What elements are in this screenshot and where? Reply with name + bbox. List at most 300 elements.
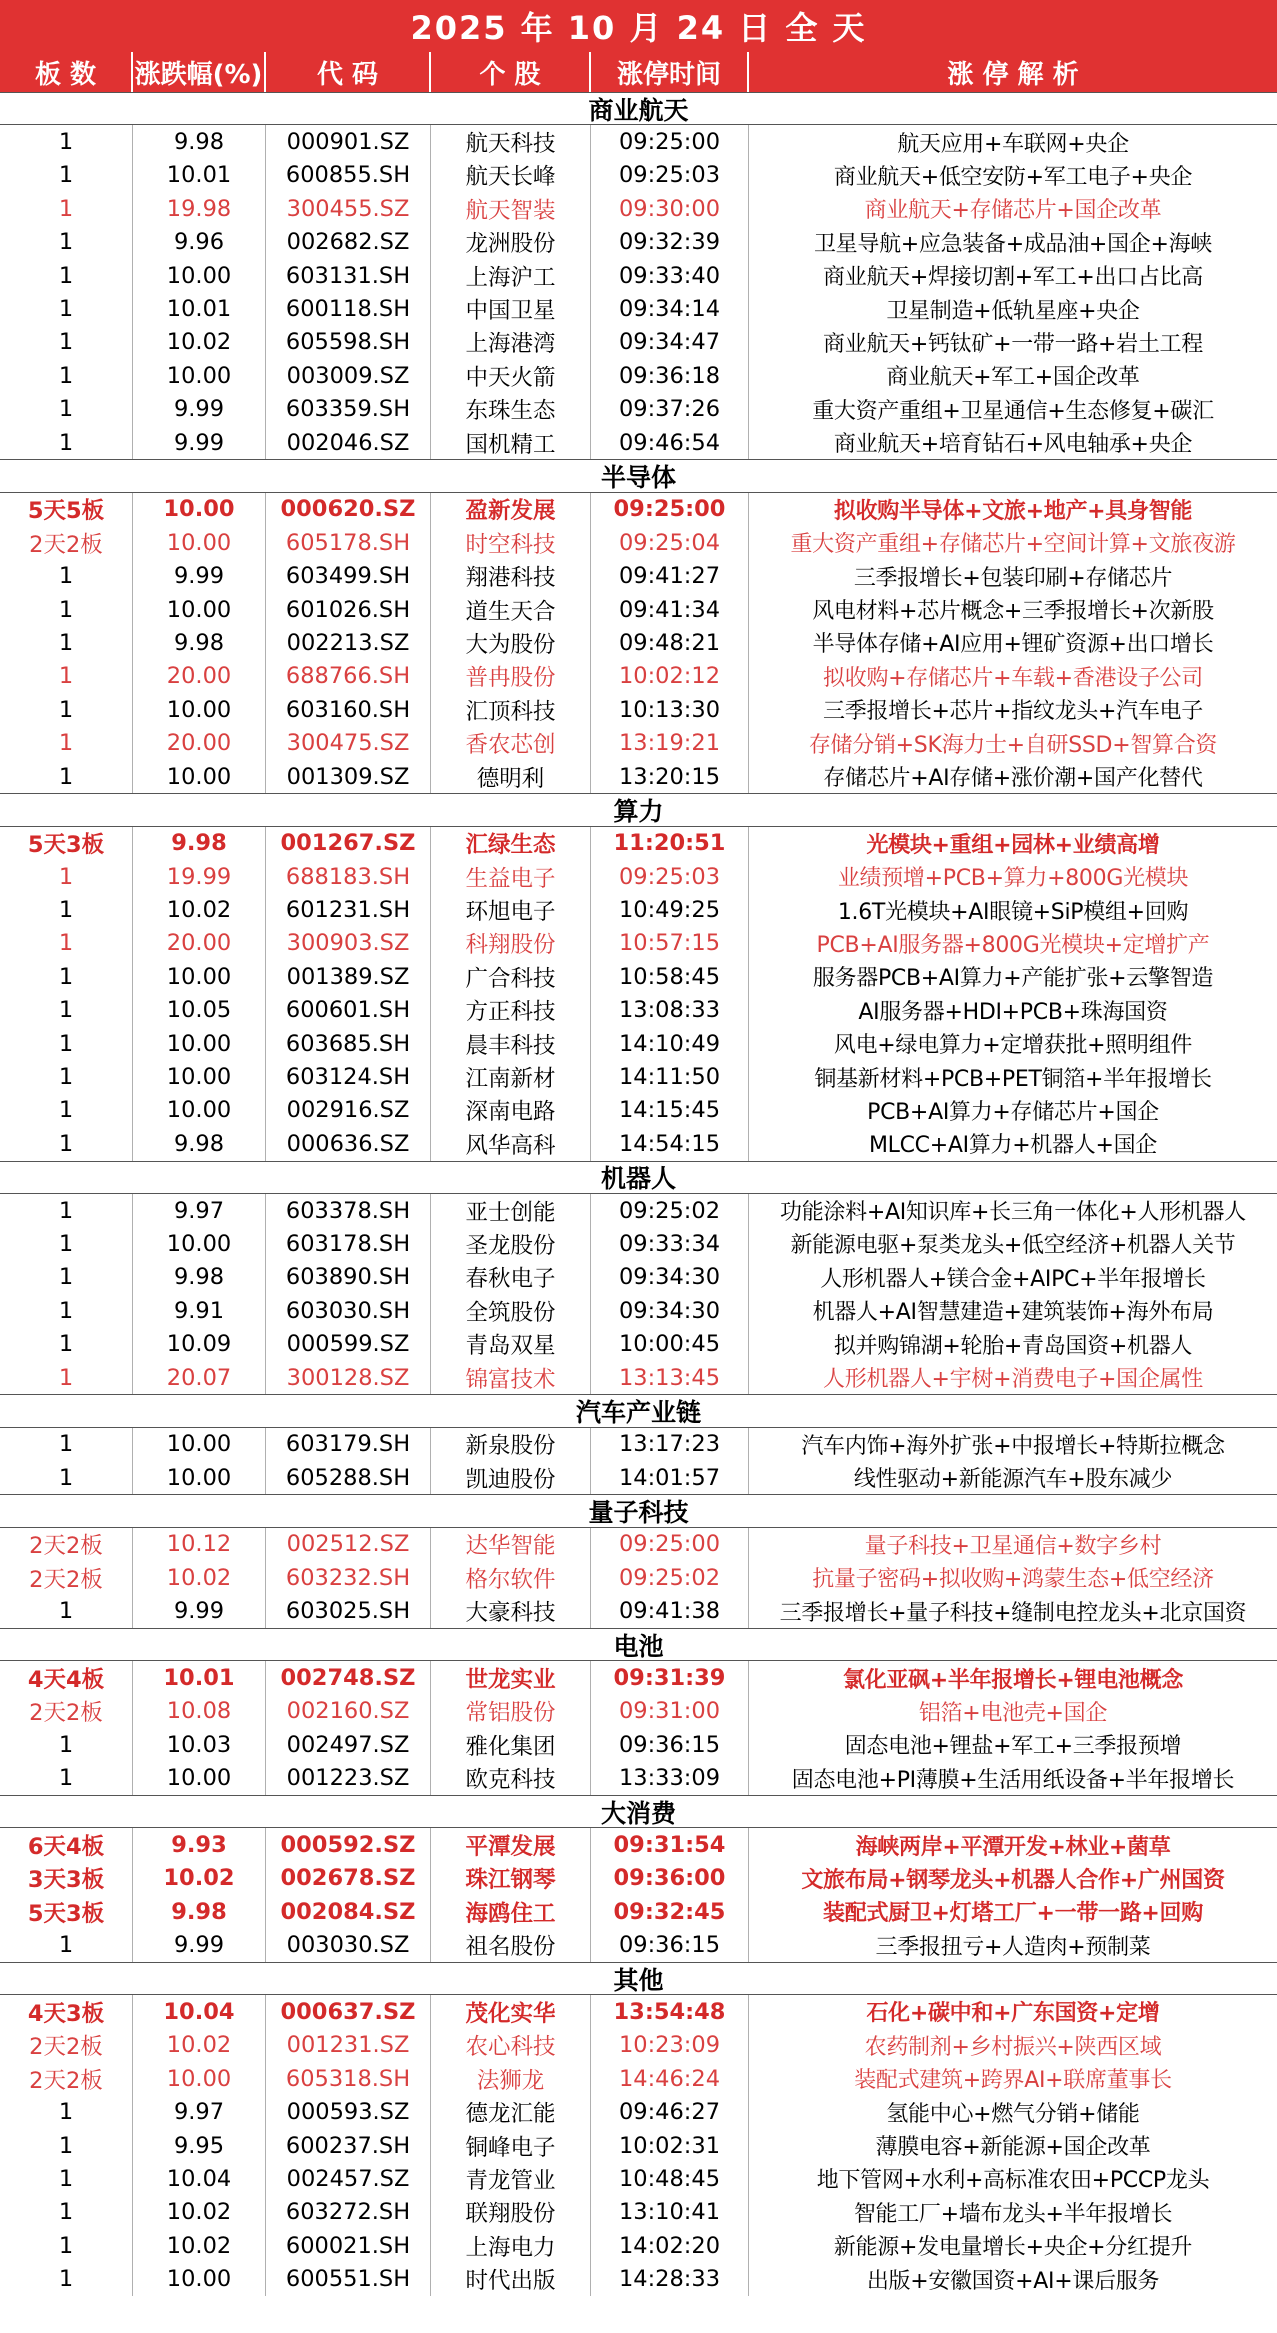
cell-board-count: 1 — [0, 125, 133, 158]
cell-change-pct: 20.07 — [133, 1361, 266, 1394]
cell-change-pct: 9.99 — [133, 1595, 266, 1628]
cell-analysis: 文旅布局+钢琴龙头+机器人合作+广州国资 — [801, 1867, 1225, 1893]
cell-code: 002512.SZ — [266, 1528, 431, 1561]
cell-analysis: 存储芯片+AI存储+涨价潮+国产化替代 — [823, 766, 1203, 791]
table-row — [0, 927, 1277, 960]
cell-limit-time: 14:54:15 — [591, 1127, 749, 1160]
table-row — [0, 259, 1277, 292]
cell-code: 001309.SZ — [266, 760, 431, 793]
cell-analysis: 业绩预增+PCB+算力+800G光模块 — [837, 866, 1189, 892]
cell-code: 603685.SH — [266, 1027, 431, 1060]
cell-code: 000620.SZ — [266, 493, 431, 526]
section-header: 大消费 — [0, 1795, 1277, 1828]
cell-analysis: 农药制剂+乡村振兴+陕西区域 — [864, 2034, 1162, 2060]
cell-code: 001389.SZ — [266, 960, 431, 993]
cell-limit-time: 09:36:15 — [591, 1928, 749, 1961]
table-row — [0, 2095, 1277, 2128]
cell-analysis: PCB+AI算力+存储芯片+国企 — [867, 1099, 1159, 1125]
section-header: 量子科技 — [0, 1494, 1277, 1527]
header-stock: 个 股 — [431, 52, 591, 92]
cell-code: 001223.SZ — [266, 1762, 431, 1795]
table-row — [0, 2129, 1277, 2162]
cell-board-count: 1 — [0, 1294, 133, 1327]
table-row — [0, 493, 1277, 526]
cell-board-count: 1 — [0, 1928, 133, 1961]
cell-analysis: MLCC+AI算力+机器人+国企 — [868, 1133, 1157, 1159]
cell-change-pct: 9.99 — [133, 393, 266, 426]
cell-analysis: 人形机器人+镁合金+AIPC+半年报增长 — [820, 1266, 1206, 1292]
cell-stock: 航天科技 — [431, 125, 591, 158]
cell-board-count: 1 — [0, 226, 133, 259]
cell-limit-time: 09:34:14 — [591, 292, 749, 325]
cell-stock: 盈新发展 — [431, 493, 591, 526]
table-row — [0, 1194, 1277, 1227]
cell-change-pct: 9.98 — [133, 827, 266, 860]
cell-change-pct: 9.98 — [133, 626, 266, 659]
cell-code: 603179.SH — [266, 1428, 431, 1461]
cell-code: 002916.SZ — [266, 1094, 431, 1127]
cell-change-pct: 10.00 — [133, 2262, 266, 2295]
cell-analysis: 三季报扭亏+人造肉+预制菜 — [875, 1934, 1151, 1960]
cell-board-count: 1 — [0, 393, 133, 426]
cell-stock: 时空科技 — [431, 526, 591, 559]
cell-code: 605288.SH — [266, 1461, 431, 1494]
cell-board-count: 1 — [0, 2229, 133, 2262]
cell-stock: 春秋电子 — [431, 1261, 591, 1294]
section-header: 汽车产业链 — [0, 1394, 1277, 1427]
cell-board-count: 1 — [0, 726, 133, 759]
table-row — [0, 1227, 1277, 1260]
table-row — [0, 1294, 1277, 1327]
cell-change-pct: 10.00 — [133, 259, 266, 292]
cell-stock: 上海沪工 — [431, 259, 591, 292]
cell-board-count: 2天2板 — [0, 1528, 133, 1561]
cell-limit-time: 09:32:39 — [591, 226, 749, 259]
cell-limit-time: 10:49:25 — [591, 893, 749, 926]
section-header: 商业航天 — [0, 92, 1277, 125]
cell-board-count: 1 — [0, 960, 133, 993]
cell-limit-time: 13:54:48 — [591, 1995, 749, 2028]
cell-stock: 海鸥住工 — [431, 1895, 591, 1928]
table-row — [0, 760, 1277, 793]
cell-change-pct: 10.04 — [133, 2162, 266, 2195]
cell-code: 600237.SH — [266, 2129, 431, 2162]
cell-limit-time: 09:33:34 — [591, 1227, 749, 1260]
cell-code: 600118.SH — [266, 292, 431, 325]
cell-limit-time: 13:20:15 — [591, 760, 749, 793]
cell-limit-time: 09:41:34 — [591, 593, 749, 626]
cell-change-pct: 10.02 — [133, 1561, 266, 1594]
cell-change-pct: 10.00 — [133, 1060, 266, 1093]
cell-board-count: 1 — [0, 1027, 133, 1060]
cell-analysis: 商业航天+军工+国企改革 — [886, 365, 1140, 391]
cell-change-pct: 9.95 — [133, 2129, 266, 2162]
cell-stock: 达华智能 — [431, 1528, 591, 1561]
table-row — [0, 1862, 1277, 1895]
cell-board-count: 1 — [0, 1728, 133, 1761]
cell-limit-time: 09:46:27 — [591, 2095, 749, 2128]
cell-code: 002682.SZ — [266, 226, 431, 259]
cell-stock: 江南新材 — [431, 1060, 591, 1093]
cell-change-pct: 9.93 — [133, 1828, 266, 1861]
cell-code: 603232.SH — [266, 1561, 431, 1594]
cell-analysis: 重大资产重组+卫星通信+生态修复+碳汇 — [812, 398, 1214, 424]
cell-board-count: 1 — [0, 860, 133, 893]
cell-analysis: 三季报增长+包装印刷+存储芯片 — [853, 565, 1173, 591]
cell-limit-time: 14:01:57 — [591, 1461, 749, 1494]
cell-limit-time: 09:30:00 — [591, 192, 749, 225]
cell-analysis: PCB+AI服务器+800G光模块+定增扩产 — [816, 932, 1210, 958]
cell-change-pct: 10.01 — [133, 159, 266, 192]
cell-change-pct: 10.08 — [133, 1695, 266, 1728]
table-row — [0, 1361, 1277, 1394]
cell-stock: 中国卫星 — [431, 292, 591, 325]
cell-code: 000901.SZ — [266, 125, 431, 158]
cell-board-count: 1 — [0, 1461, 133, 1494]
section-header: 电池 — [0, 1628, 1277, 1661]
cell-analysis: 卫星导航+应急装备+成品油+国企+海峡 — [813, 231, 1213, 257]
cell-limit-time: 09:25:00 — [591, 493, 749, 526]
cell-change-pct: 19.99 — [133, 860, 266, 893]
cell-change-pct: 10.00 — [133, 760, 266, 793]
cell-limit-time: 10:23:09 — [591, 2029, 749, 2062]
cell-board-count: 1 — [0, 660, 133, 693]
cell-limit-time: 09:25:02 — [591, 1561, 749, 1594]
cell-analysis: 抗量子密码+拟收购+鸿蒙生态+低空经济 — [812, 1567, 1214, 1593]
table-row — [0, 1127, 1277, 1160]
cell-change-pct: 10.02 — [133, 1862, 266, 1895]
cell-board-count: 1 — [0, 1361, 133, 1394]
table-body — [0, 92, 1277, 2296]
table-row — [0, 326, 1277, 359]
cell-board-count: 1 — [0, 2129, 133, 2162]
cell-change-pct: 10.00 — [133, 359, 266, 392]
cell-code: 605178.SH — [266, 526, 431, 559]
table-row — [0, 292, 1277, 325]
cell-stock: 农心科技 — [431, 2029, 591, 2062]
cell-change-pct: 10.00 — [133, 1227, 266, 1260]
table-row — [0, 426, 1277, 459]
cell-analysis: 固态电池+PI薄膜+生活用纸设备+半年报增长 — [791, 1767, 1235, 1793]
cell-analysis: 商业航天+低空安防+军工电子+央企 — [833, 164, 1193, 190]
cell-analysis: 氯化亚砜+半年报增长+锂电池概念 — [842, 1667, 1184, 1693]
cell-board-count: 1 — [0, 2262, 133, 2295]
cell-board-count: 1 — [0, 292, 133, 325]
cell-board-count: 4天3板 — [0, 1995, 133, 2028]
table-row — [0, 1828, 1277, 1861]
cell-limit-time: 11:20:51 — [591, 827, 749, 860]
cell-change-pct: 20.00 — [133, 927, 266, 960]
cell-change-pct: 9.98 — [133, 1895, 266, 1928]
table-row — [0, 1261, 1277, 1294]
cell-limit-time: 13:08:33 — [591, 994, 749, 1027]
cell-change-pct: 10.02 — [133, 326, 266, 359]
table-row — [0, 893, 1277, 926]
cell-board-count: 1 — [0, 1595, 133, 1628]
table-row — [0, 960, 1277, 993]
cell-limit-time: 10:58:45 — [591, 960, 749, 993]
cell-change-pct: 9.98 — [133, 1261, 266, 1294]
cell-stock: 联翔股份 — [431, 2196, 591, 2229]
cell-limit-time: 10:00:45 — [591, 1327, 749, 1360]
cell-limit-time: 09:25:00 — [591, 1528, 749, 1561]
cell-limit-time: 14:11:50 — [591, 1060, 749, 1093]
cell-stock: 锦富技术 — [431, 1361, 591, 1394]
cell-change-pct: 10.04 — [133, 1995, 266, 2028]
cell-code: 603359.SH — [266, 393, 431, 426]
cell-change-pct: 10.12 — [133, 1528, 266, 1561]
cell-code: 001267.SZ — [266, 827, 431, 860]
header-code: 代 码 — [266, 52, 431, 92]
cell-stock: 国机精工 — [431, 426, 591, 459]
cell-limit-time: 09:25:02 — [591, 1194, 749, 1227]
cell-code: 002213.SZ — [266, 626, 431, 659]
cell-change-pct: 10.05 — [133, 994, 266, 1027]
cell-code: 001231.SZ — [266, 2029, 431, 2062]
cell-board-count: 5天5板 — [0, 493, 133, 526]
cell-stock: 香农芯创 — [431, 726, 591, 759]
cell-limit-time: 14:15:45 — [591, 1094, 749, 1127]
header-limit-time: 涨停时间 — [591, 52, 749, 92]
cell-change-pct: 20.00 — [133, 726, 266, 759]
cell-analysis: 机器人+AI智慧建造+建筑装饰+海外布局 — [812, 1300, 1214, 1326]
table-row — [0, 827, 1277, 860]
cell-stock: 常铝股份 — [431, 1695, 591, 1728]
table-row — [0, 192, 1277, 225]
cell-limit-time: 09:41:27 — [591, 559, 749, 592]
cell-code: 300475.SZ — [266, 726, 431, 759]
cell-stock: 方正科技 — [431, 994, 591, 1027]
cell-stock: 广合科技 — [431, 960, 591, 993]
cell-stock: 普冉股份 — [431, 660, 591, 693]
cell-stock: 大为股份 — [431, 626, 591, 659]
table-row — [0, 726, 1277, 759]
cell-analysis: 拟收购半导体+文旅+地产+具身智能 — [833, 498, 1193, 524]
cell-stock: 青岛双星 — [431, 1327, 591, 1360]
cell-analysis: 风电+绿电算力+定增获批+照明组件 — [833, 1033, 1193, 1059]
cell-board-count: 2天2板 — [0, 1695, 133, 1728]
cell-limit-time: 09:31:39 — [591, 1661, 749, 1694]
cell-analysis: 商业航天+焊接切割+军工+出口占比高 — [823, 265, 1203, 291]
cell-board-count: 1 — [0, 1094, 133, 1127]
table-row — [0, 125, 1277, 158]
cell-board-count: 1 — [0, 559, 133, 592]
section-header: 算力 — [0, 793, 1277, 826]
cell-analysis: 商业航天+培育钻石+风电轴承+央企 — [833, 432, 1193, 458]
cell-limit-time: 13:10:41 — [591, 2196, 749, 2229]
cell-board-count: 1 — [0, 1060, 133, 1093]
cell-code: 601026.SH — [266, 593, 431, 626]
table-row — [0, 1695, 1277, 1728]
cell-change-pct: 10.02 — [133, 893, 266, 926]
cell-code: 002678.SZ — [266, 1862, 431, 1895]
cell-analysis: 固态电池+锂盐+军工+三季报预增 — [844, 1734, 1182, 1760]
cell-change-pct: 10.00 — [133, 693, 266, 726]
cell-stock: 上海港湾 — [431, 326, 591, 359]
cell-change-pct: 10.01 — [133, 292, 266, 325]
table-row — [0, 1995, 1277, 2028]
cell-limit-time: 09:31:54 — [591, 1828, 749, 1861]
cell-board-count: 1 — [0, 1194, 133, 1227]
cell-code: 600551.SH — [266, 2262, 431, 2295]
cell-change-pct: 9.96 — [133, 226, 266, 259]
cell-limit-time: 09:37:26 — [591, 393, 749, 426]
cell-stock: 翔港科技 — [431, 559, 591, 592]
cell-limit-time: 09:25:03 — [591, 860, 749, 893]
table-row — [0, 1094, 1277, 1127]
cell-code: 603890.SH — [266, 1261, 431, 1294]
header-analysis: 涨 停 解 析 — [947, 59, 1079, 90]
cell-analysis: 出版+安徽国资+AI+课后服务 — [866, 2268, 1160, 2294]
cell-limit-time: 14:10:49 — [591, 1027, 749, 1060]
cell-analysis: 卫星制造+低轨星座+央企 — [886, 298, 1140, 324]
cell-change-pct: 9.97 — [133, 2095, 266, 2128]
table-row — [0, 2162, 1277, 2195]
cell-analysis: 风电材料+芯片概念+三季报增长+次新股 — [812, 599, 1214, 625]
cell-change-pct: 10.09 — [133, 1327, 266, 1360]
cell-analysis: 1.6T光模块+AI眼镜+SiP模组+回购 — [837, 899, 1189, 925]
table-row — [0, 393, 1277, 426]
cell-limit-time: 09:36:15 — [591, 1728, 749, 1761]
cell-analysis: 铜基新材料+PCB+PET铜箔+半年报增长 — [814, 1066, 1212, 1092]
cell-stock: 珠江钢琴 — [431, 1862, 591, 1895]
cell-change-pct: 9.98 — [133, 125, 266, 158]
cell-analysis: 半导体存储+AI应用+锂矿资源+出口增长 — [812, 632, 1214, 658]
cell-code: 003009.SZ — [266, 359, 431, 392]
cell-limit-time: 10:02:12 — [591, 660, 749, 693]
cell-analysis: 装配式建筑+跨界AI+联席董事长 — [854, 2068, 1172, 2094]
cell-board-count: 5天3板 — [0, 1895, 133, 1928]
column-header-row — [0, 52, 1277, 92]
cell-board-count: 1 — [0, 2196, 133, 2229]
cell-limit-time: 09:34:30 — [591, 1294, 749, 1327]
cell-board-count: 1 — [0, 426, 133, 459]
cell-board-count: 1 — [0, 1762, 133, 1795]
cell-stock: 时代出版 — [431, 2262, 591, 2295]
cell-code: 603378.SH — [266, 1194, 431, 1227]
cell-analysis: 地下管网+水利+高标准农田+PCCP龙头 — [816, 2168, 1210, 2194]
cell-change-pct: 9.98 — [133, 1127, 266, 1160]
cell-code: 002160.SZ — [266, 1695, 431, 1728]
sheet-title: 2025 年 10 月 24 日 全 天 — [0, 0, 1277, 52]
header-board-count: 板 数 — [0, 52, 133, 92]
cell-code: 003030.SZ — [266, 1928, 431, 1961]
cell-change-pct: 9.91 — [133, 1294, 266, 1327]
cell-analysis: 三季报增长+芯片+指纹龙头+汽车电子 — [823, 699, 1203, 725]
table-row — [0, 1595, 1277, 1628]
table-row — [0, 1461, 1277, 1494]
cell-analysis: 服务器PCB+AI算力+产能扩张+云擎智造 — [812, 966, 1214, 992]
cell-limit-time: 09:33:40 — [591, 259, 749, 292]
cell-limit-time: 14:02:20 — [591, 2229, 749, 2262]
cell-analysis: 人形机器人+宇树+消费电子+国企属性 — [823, 1367, 1203, 1393]
table-row — [0, 1895, 1277, 1928]
table-row — [0, 1528, 1277, 1561]
table-row — [0, 2262, 1277, 2295]
cell-code: 605598.SH — [266, 326, 431, 359]
cell-limit-time: 10:48:45 — [591, 2162, 749, 2195]
cell-analysis: 拟并购锦湖+轮胎+青岛国资+机器人 — [833, 1333, 1193, 1359]
cell-change-pct: 10.00 — [133, 593, 266, 626]
cell-code: 603131.SH — [266, 259, 431, 292]
cell-change-pct: 9.99 — [133, 426, 266, 459]
header-change-pct: 涨跌幅(%) — [133, 52, 266, 92]
cell-analysis: 量子科技+卫星通信+数字乡村 — [864, 1533, 1162, 1559]
table-row — [0, 1762, 1277, 1795]
cell-analysis: 新能源+发电量增长+央企+分红提升 — [833, 2235, 1193, 2261]
cell-change-pct: 10.02 — [133, 2229, 266, 2262]
cell-board-count: 2天2板 — [0, 526, 133, 559]
cell-code: 000637.SZ — [266, 1995, 431, 2028]
cell-board-count: 4天4板 — [0, 1661, 133, 1694]
cell-change-pct: 10.00 — [133, 526, 266, 559]
cell-code: 603178.SH — [266, 1227, 431, 1260]
table-row — [0, 1661, 1277, 1694]
table-row — [0, 693, 1277, 726]
cell-analysis: 氢能中心+燃气分销+储能 — [886, 2101, 1140, 2127]
cell-stock: 平潭发展 — [431, 1828, 591, 1861]
cell-code: 600021.SH — [266, 2229, 431, 2262]
cell-analysis: AI服务器+HDI+PCB+珠海国资 — [858, 999, 1168, 1025]
cell-board-count: 1 — [0, 326, 133, 359]
cell-analysis: 线性驱动+新能源汽车+股东减少 — [853, 1467, 1173, 1493]
cell-code: 002457.SZ — [266, 2162, 431, 2195]
cell-code: 300903.SZ — [266, 927, 431, 960]
cell-stock: 亚士创能 — [431, 1194, 591, 1227]
cell-stock: 铜峰电子 — [431, 2129, 591, 2162]
cell-stock: 科翔股份 — [431, 927, 591, 960]
cell-stock: 雅化集团 — [431, 1728, 591, 1761]
cell-stock: 航天长峰 — [431, 159, 591, 192]
cell-code: 688766.SH — [266, 660, 431, 693]
cell-code: 605318.SH — [266, 2062, 431, 2095]
table-row — [0, 593, 1277, 626]
cell-stock: 全筑股份 — [431, 1294, 591, 1327]
cell-limit-time: 09:46:54 — [591, 426, 749, 459]
cell-code: 601231.SH — [266, 893, 431, 926]
cell-stock: 凯迪股份 — [431, 1461, 591, 1494]
cell-board-count: 2天2板 — [0, 2029, 133, 2062]
cell-analysis: 薄膜电容+新能源+国企改革 — [875, 2135, 1151, 2161]
cell-analysis: 存储分销+SK海力士+自研SSD+智算合资 — [808, 732, 1218, 758]
table-row — [0, 2062, 1277, 2095]
cell-change-pct: 10.00 — [133, 1094, 266, 1127]
cell-analysis: 光模块+重组+园林+业绩高增 — [866, 832, 1160, 858]
cell-code: 002046.SZ — [266, 426, 431, 459]
cell-stock: 环旭电子 — [431, 893, 591, 926]
cell-change-pct: 20.00 — [133, 660, 266, 693]
cell-stock: 新泉股份 — [431, 1428, 591, 1461]
cell-stock: 圣龙股份 — [431, 1227, 591, 1260]
cell-change-pct: 10.00 — [133, 1762, 266, 1795]
table-row — [0, 226, 1277, 259]
cell-board-count: 1 — [0, 760, 133, 793]
cell-board-count: 1 — [0, 1261, 133, 1294]
cell-code: 603499.SH — [266, 559, 431, 592]
cell-change-pct: 9.99 — [133, 559, 266, 592]
cell-board-count: 6天4板 — [0, 1828, 133, 1861]
cell-stock: 生益电子 — [431, 860, 591, 893]
cell-stock: 上海电力 — [431, 2229, 591, 2262]
cell-code: 002748.SZ — [266, 1661, 431, 1694]
cell-limit-time: 09:36:00 — [591, 1862, 749, 1895]
cell-change-pct: 10.00 — [133, 1027, 266, 1060]
table-row — [0, 626, 1277, 659]
cell-board-count: 1 — [0, 626, 133, 659]
cell-limit-time: 09:41:38 — [591, 1595, 749, 1628]
cell-change-pct: 19.98 — [133, 192, 266, 225]
cell-board-count: 1 — [0, 593, 133, 626]
